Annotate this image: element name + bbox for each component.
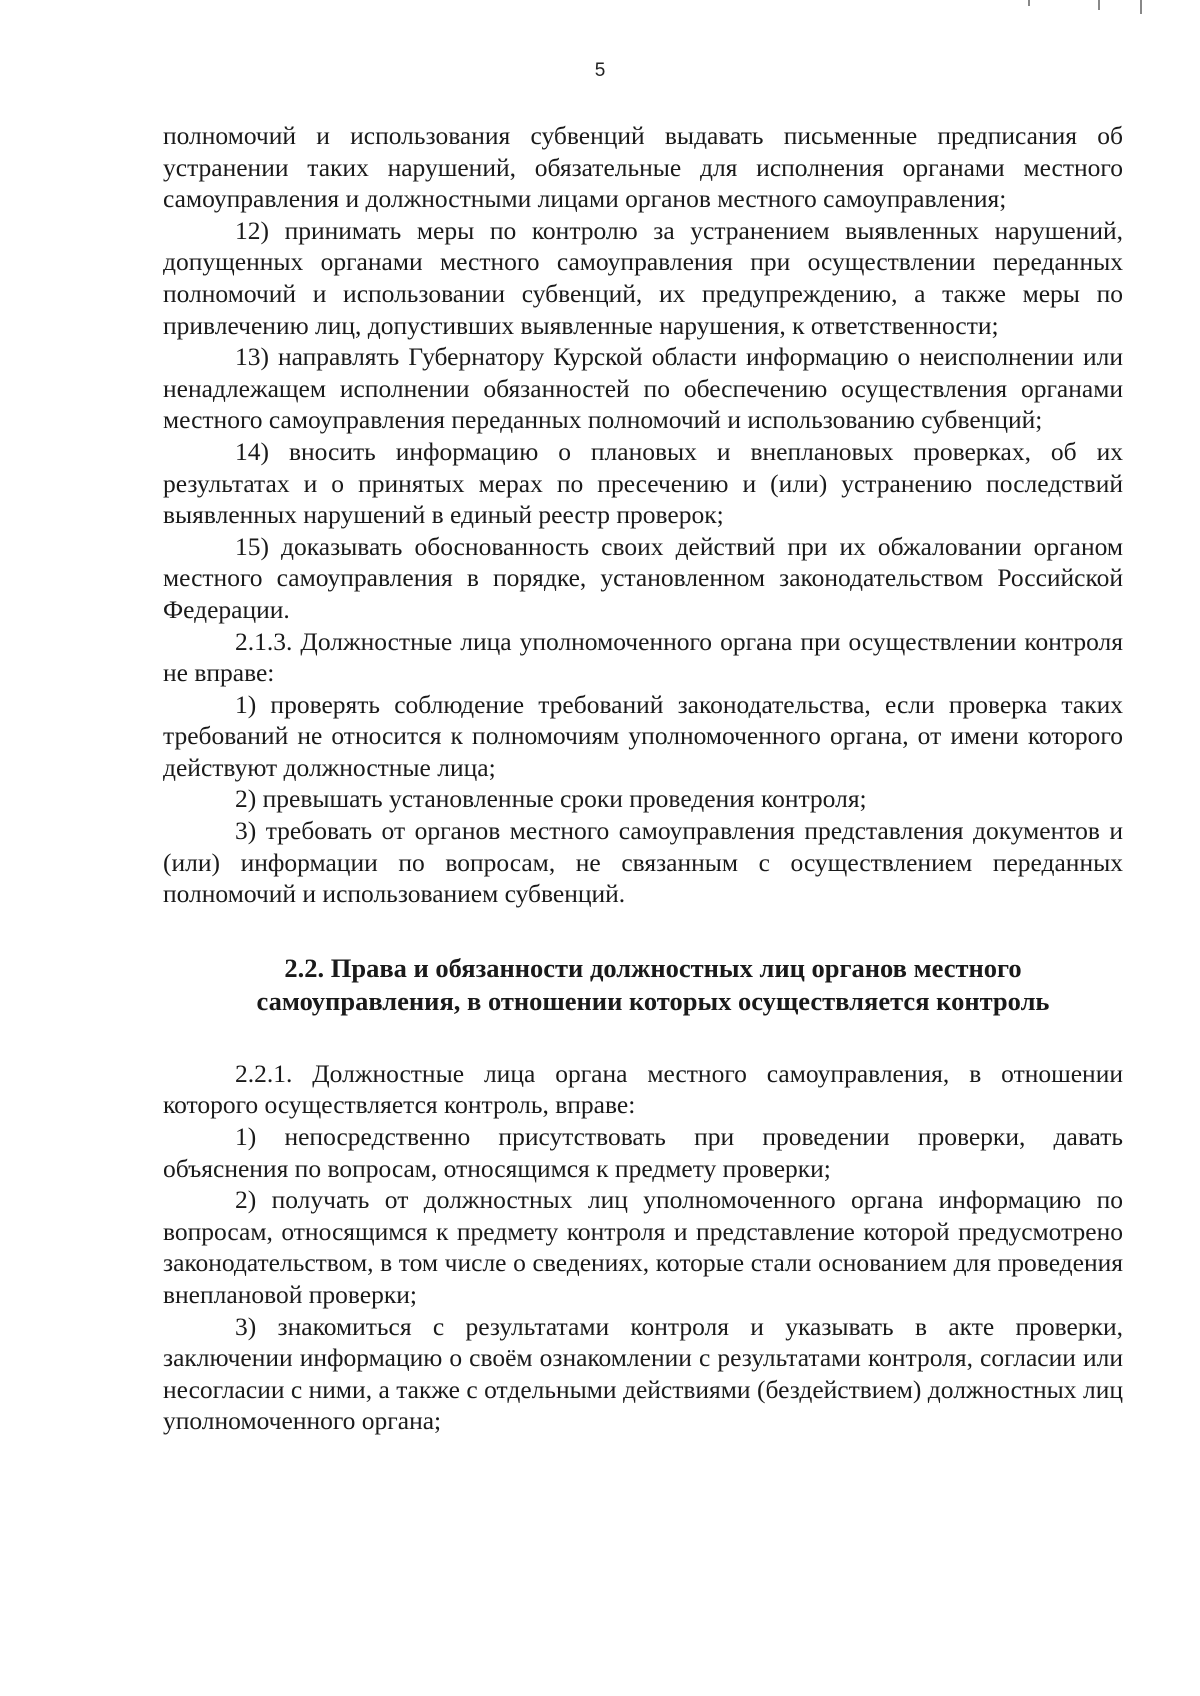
list-item: 15) доказывать обоснованность своих действий при их обжаловании органом местного самоуправления в порядке, установленном законодательством Российской Федерации. [163,531,1123,624]
list-item: 14) вносить информацию о плановых и внеплановых проверках, об их результатах и о принятых мерах по пресечению и (или) устранению последствий выявленных нарушений в единый реестр проверок; [163,436,1123,530]
section-heading: 2.2. Права и обязанности должностных лиц органов местного самоуправления, в отношении которых осуществляется контроль [256,952,1050,1016]
scan-artifact [1140,0,1142,14]
list-item: 3) требовать от органов местного самоуправления представления документов и (или) информации по вопросам, не связанным с осуществлением переданных полномочий и использованием субвенций. [163,816,1123,909]
list-item: 1) проверять соблюдение требований законодательства, если проверка таких требований не относится к полномочиям уполномоченного органа, от имени которого действуют должностные лица; [163,689,1123,782]
list-item: 13) направлять Губернатору Курской области информацию о неисполнении или ненадлежащем исполнении обязанностей по обеспечению осуществления органами местного самоуправления переданных полномочий и использованию субвенций; [163,342,1123,435]
clause-intro: 2.1.3. Должностные лица уполномоченного органа при осуществлении контроля не вправе: [163,626,1123,688]
list-item: 2) получать от должностных лиц уполномоченного органа информацию по вопросам, относящимся к предмету контроля и представление которой предусмотрено законодательством, в том числе о сведениях, которые стали основанием для проведения внеплановой проверки; [163,1185,1123,1309]
scan-artifact [1098,0,1100,10]
clause-intro: 2.2.1. Должностные лица органа местного самоуправления, в отношении которого осуществляется контроль, вправе: [163,1058,1123,1120]
document-body [163,120,1123,1437]
list-item: 1) непосредственно присутствовать при проведении проверки, давать объяснения по вопросам, относящимся к предмету проверки; [163,1122,1123,1183]
list-item: 3) знакомиться с результатами контроля и указывать в акте проверки, заключении информацию о своём ознакомлении с результатами контроля, согласии или несогласии с ними, а также с отдельными действиями (бездействием) должностных лиц уполномоченного органа; [163,1311,1123,1436]
list-item: 12) принимать меры по контролю за устранением выявленных нарушений, допущенных органами местного самоуправления при осуществлении переданных полномочий и использовании субвенций, их предупреждению, а также меры по привлечению лиц, допустивших выявленные нарушения, к ответственности; [163,215,1123,340]
scan-artifact [1028,0,1030,6]
page-number: 5 [594,60,606,81]
continuation-paragraph: полномочий и использования субвенций выдавать письменные предписания об устранении таких нарушений, обязательные для исполнения органами местного самоуправления и должностными лицами органов местного самоуправления; [163,121,1123,214]
list-item: 2) превышать установленные сроки проведения контроля; [235,784,867,814]
